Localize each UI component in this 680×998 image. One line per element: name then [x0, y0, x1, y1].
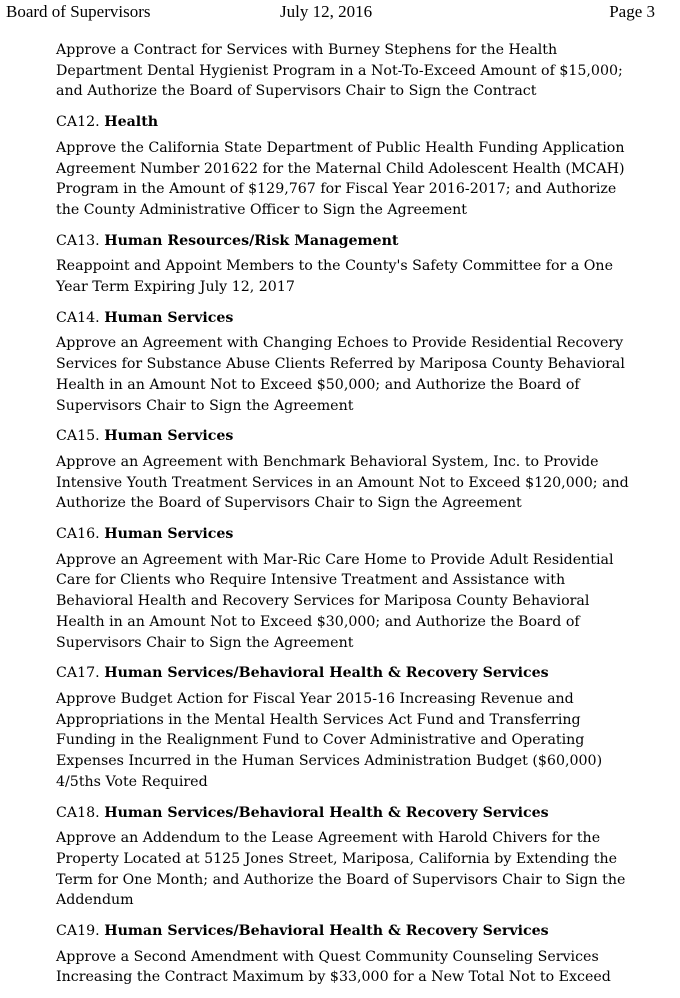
description-line: Authorize the Board of Supervisors Chair to Sign the Agreement — [56, 495, 522, 512]
item-department: Human Resources/Risk Management — [104, 232, 399, 249]
description-line: Approve a Second Amendment with Quest Community Counseling Services — [56, 948, 599, 965]
item-number: CA13. — [56, 232, 100, 249]
item-department: Human Services/Behavioral Health & Recovery Services — [104, 923, 549, 940]
description-line: Approve a Contract for Services with Burney Stephens for the Health — [56, 42, 558, 58]
agenda-item — [56, 803, 656, 912]
description-line: Appropriations in the Mental Health Services Act Fund and Transferring — [56, 711, 581, 728]
description-line: Supervisors Chair to Sign the Agreement — [56, 634, 354, 651]
agenda-item — [56, 921, 656, 988]
agenda-item — [56, 524, 656, 653]
item-department: Human Services — [104, 526, 234, 543]
agenda-item — [56, 308, 656, 417]
item-description — [56, 828, 656, 911]
item-description — [56, 138, 656, 221]
item-description — [56, 333, 656, 416]
agenda-item-heading — [56, 921, 656, 942]
item-number: CA15. — [56, 428, 100, 445]
description-line: Property Located at 5125 Jones Street, Mariposa, California by Extending the — [56, 850, 618, 867]
description-line: Behavioral Health and Recovery Services for Mariposa County Behavioral — [56, 593, 590, 610]
description-line: Approve an Agreement with Benchmark Behavioral System, Inc. to Provide — [56, 453, 599, 470]
description-line: Expenses Incurred in the Human Services Administration Budget ($60,000) — [56, 753, 603, 770]
description-line: Approve Budget Action for Fiscal Year 2015-16 Increasing Revenue and — [56, 690, 574, 707]
description-line: Increasing the Contract Maximum by $33,000 for a New Total Not to Exceed — [56, 969, 611, 986]
description-line: Services for Substance Abuse Clients Referred by Mariposa County Behavioral — [56, 356, 625, 373]
item-number: CA19. — [56, 923, 100, 940]
agenda-item-heading — [56, 426, 656, 447]
description-line: Addendum — [56, 892, 134, 909]
description-line: Supervisors Chair to Sign the Agreement — [56, 397, 354, 414]
description-line: Care for Clients who Require Intensive Treatment and Assistance with — [56, 572, 566, 589]
description-line: Approve the California State Department of Public Health Funding Application — [56, 139, 625, 156]
description-line: Reappoint and Appoint Members to the County's Safety Committee for a One — [56, 258, 613, 275]
agenda-item-heading — [56, 308, 656, 329]
description-line: Agreement Number 201622 for the Maternal Child Adolescent Health (MCAH) — [56, 160, 625, 177]
page-header — [0, 2, 680, 24]
description-line: Health in an Amount Not to Exceed $50,000; and Authorize the Board of — [56, 376, 580, 393]
description-line: and Authorize the Board of Supervisors Chair to Sign the Contract — [56, 83, 537, 100]
item-number: CA16. — [56, 526, 100, 543]
agenda-item-heading — [56, 524, 656, 545]
item-description — [56, 452, 656, 514]
agenda-item — [56, 231, 656, 298]
item-department: Human Services/Behavioral Health & Recovery Services — [104, 665, 549, 682]
item-department: Human Services/Behavioral Health & Recovery Services — [104, 804, 549, 821]
item-description — [56, 689, 656, 793]
agenda-item-heading — [56, 663, 656, 684]
description-line: Intensive Youth Treatment Services in an Amount Not to Exceed $120,000; and — [56, 474, 629, 491]
agenda-item — [56, 426, 656, 514]
agenda-item — [56, 112, 656, 221]
description-line: Approve an Addendum to the Lease Agreement with Harold Chivers for the — [56, 830, 601, 847]
item-number: CA12. — [56, 114, 100, 131]
description-line: 4/5ths Vote Required — [56, 773, 208, 790]
item-department: Human Services — [104, 309, 234, 326]
description-line: the County Administrative Officer to Sign the Agreement — [56, 201, 467, 218]
item-number: CA14. — [56, 309, 100, 326]
item-description — [56, 947, 656, 988]
item-description — [56, 40, 656, 102]
agenda-content — [56, 40, 656, 998]
header-page-number: Page 3 — [609, 2, 655, 21]
agenda-item — [56, 663, 656, 792]
item-description — [56, 550, 656, 654]
description-line: Term for One Month; and Authorize the Board of Supervisors Chair to Sign the — [56, 871, 626, 888]
header-date: July 12, 2016 — [280, 2, 373, 21]
agenda-item-heading — [56, 112, 656, 133]
description-line: Approve an Agreement with Changing Echoes to Provide Residential Recovery — [56, 335, 624, 352]
item-number: CA17. — [56, 665, 100, 682]
item-number: CA18. — [56, 804, 100, 821]
header-board-name: Board of Supervisors — [6, 2, 151, 21]
agenda-item-heading — [56, 231, 656, 252]
agenda-item — [56, 40, 656, 102]
item-department: Health — [104, 114, 159, 131]
description-line: Program in the Amount of $129,767 for Fiscal Year 2016-2017; and Authorize — [56, 181, 617, 198]
description-line: Approve an Agreement with Mar-Ric Care Home to Provide Adult Residential — [56, 551, 614, 568]
description-line: Department Dental Hygienist Program in a Not-To-Exceed Amount of $15,000; — [56, 62, 623, 79]
item-description — [56, 256, 656, 297]
description-line: Year Term Expiring July 12, 2017 — [56, 279, 295, 296]
description-line: Funding in the Realignment Fund to Cover Administrative and Operating — [56, 732, 585, 749]
agenda-item-heading — [56, 803, 656, 824]
item-department: Human Services — [104, 428, 234, 445]
description-line: Health in an Amount Not to Exceed $30,000; and Authorize the Board of — [56, 613, 580, 630]
